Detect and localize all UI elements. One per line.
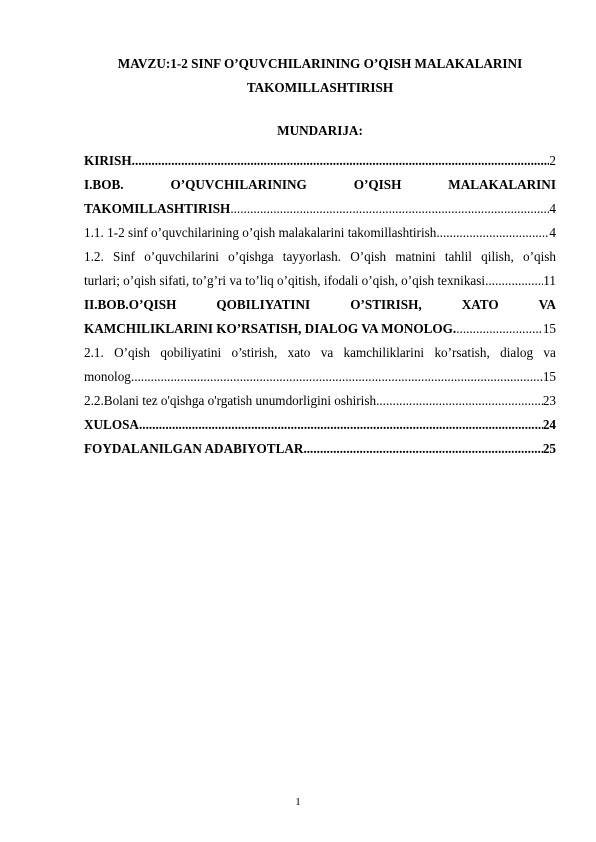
toc-word: o’stirish, [231,345,278,360]
toc-page-number: 15 [542,369,556,384]
toc-page-number: 24 [542,417,556,432]
toc-entry-section-2-1-line2[interactable] [84,365,556,389]
toc-leader-dots [230,197,549,221]
toc-page-number: 11 [543,273,556,288]
toc-leader-dots [376,389,543,413]
toc-entry-label: XULOSA [84,417,139,432]
toc-page-number: 4 [549,225,556,240]
title-line-1: MAVZU:1-2 SINF O’QUVCHILARINING O’QISH MALAKALARINI [117,56,523,71]
toc-entry-chapter2-line2[interactable] [84,317,556,341]
toc-word: ko’rsatish, [434,345,490,360]
toc-word: O’STIRISH, [350,297,422,312]
toc-page-number: 4 [549,201,556,216]
toc-word: QOBILIYATINI [216,297,311,312]
toc-leader-dots [485,269,543,293]
toc-word: va [320,345,334,360]
toc-word: kamchiliklarini [343,345,425,360]
toc-leader-dots [436,221,549,245]
title-line-2: TAKOMILLASHTIRISH [246,80,394,95]
toc-word: 2.1. [84,345,104,360]
toc-page-number: 23 [542,393,556,408]
toc-leader-dots [303,437,542,461]
toc-word: I.BOB. [84,177,124,192]
toc-entry-xulosa[interactable] [84,413,556,437]
toc-leader-dots [131,365,543,389]
toc-leader-dots [139,413,543,437]
toc-word: O’QISH [353,177,402,192]
toc-entry-chapter2-line1[interactable] [84,293,556,317]
toc-word: O’qish [114,345,151,360]
toc-page-number: 15 [542,321,556,336]
toc-page-number: 2 [549,153,556,168]
page-number: 1 [295,796,301,808]
toc-entry-label: 1.2. Sinf o’quvchilarini o’qishga tayyorlash. O’qish matnini tahlil qilish, o’qish [84,249,556,264]
toc-entry-label: turlari; o’qish sifati, to’g’ri va to’liq o’qitish, ifodali o’qish, o’qish texnikasi [84,273,486,288]
toc-word: qobiliyatini [160,345,222,360]
toc-word: xato [287,345,311,360]
toc-entry-label: monolog [84,369,131,384]
contents-heading: MUNDARIJA: [277,123,363,138]
toc-entry-section-2-1-line1[interactable] [84,341,556,365]
toc-entry-adabiyotlar[interactable] [84,437,556,461]
toc-entry-section-1-1[interactable] [84,221,556,245]
toc-page-number: 25 [542,441,556,456]
toc-entry-chapter1-line2[interactable] [84,197,556,221]
toc-word: MALAKALARINI [448,177,556,192]
toc-word: dialog [500,345,534,360]
toc-entry-label: 1.1. 1-2 sinf o’quvchilarining o’qish malakalarini takomillashtirish [84,225,437,240]
document-title [84,52,556,100]
toc-entry-label: 2.2.Bolani tez o'qishga o'rgatish unumdorligini oshirish [84,393,377,408]
toc-leader-dots [132,149,550,173]
table-of-contents [84,149,556,461]
toc-word: XATO [461,297,499,312]
toc-entry-section-1-2-line1[interactable] [84,245,556,269]
toc-entry-section-1-2-line2[interactable] [84,269,556,293]
toc-entry-kirish[interactable] [84,149,556,173]
toc-entry-section-2-2[interactable] [84,389,556,413]
toc-entry-label: KAMCHILIKLARINI KO’RSATISH, DIALOG VA MONOLOG. [84,321,457,336]
toc-entry-label: TAKOMILLASHTIRISH [84,201,231,216]
toc-word: VA [538,297,556,312]
toc-word: O’QUVCHILARINING [170,177,307,192]
toc-word: II.BOB.O’QISH [84,297,177,312]
toc-entry-label: FOYDALANILGAN ADABIYOTLAR [84,441,304,456]
toc-word: va [543,345,556,360]
toc-entry-label: KIRISH [84,153,132,168]
toc-leader-dots [456,317,543,341]
toc-entry-chapter1-line1[interactable] [84,173,556,197]
